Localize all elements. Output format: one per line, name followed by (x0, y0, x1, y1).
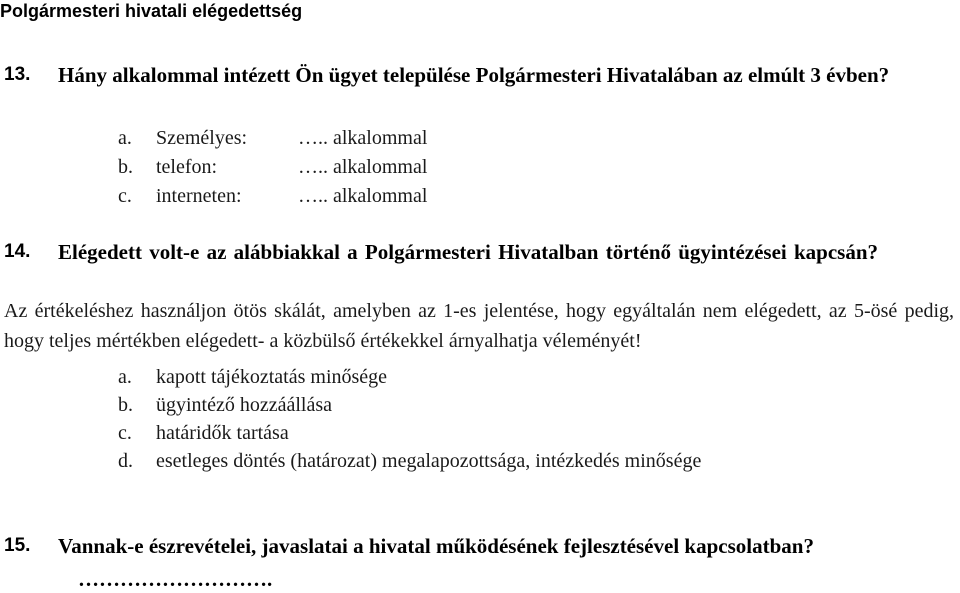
q14-item-c-letter: c. (118, 422, 132, 444)
question-13-text: Hány alkalommal intézett Ön ügyet települése Polgármesteri Hivatalában az elmúlt 3 évben? (58, 63, 890, 87)
q14-item-b-text: ügyintéző hozzáállása (156, 394, 333, 416)
question-15-number: 15. (4, 535, 31, 556)
q14-item-a-text: kapott tájékoztatás minősége (156, 366, 388, 388)
q14-item-d-letter: d. (118, 450, 133, 472)
q13-option-b-value: ….. alkalommal (298, 156, 428, 178)
q14-item-b-letter: b. (118, 394, 133, 416)
q13-option-a-label: Személyes: (156, 127, 248, 149)
question-14-instruction: Az értékeléshez használjon ötös skálát, amelyben az 1-es jelentése, hogy egyáltalán nem elégedett, az 5-ösé pedig, hogy teljes mértékben elégedett- a közbülső értékekkel árnyalhatja véleményét! (4, 300, 954, 352)
q14-item-a-letter: a. (118, 366, 132, 388)
question-15-text: Vannak-e észrevételei, javaslatai a hivatal működésének fejlesztésével kapcsolatban? (58, 534, 814, 558)
question-14-text: Elégedett volt-e az alábbiakkal a Polgármesteri Hivatalban történő ügyintézései kapcsán? (58, 240, 879, 264)
q14-item-d-text: esetleges döntés (határozat) megalapozottsága, intézkedés minősége (156, 450, 702, 472)
question-13-number: 13. (4, 64, 31, 85)
q13-option-c-label: interneten: (156, 185, 242, 207)
q13-option-a-value: ….. alkalommal (298, 127, 428, 149)
q13-option-c-letter: c. (118, 185, 132, 207)
q13-option-a-letter: a. (118, 127, 132, 149)
q14-item-c-text: határidők tartása (156, 422, 289, 444)
q13-option-c-value: ….. alkalommal (298, 185, 428, 207)
question-14-number: 14. (4, 241, 31, 262)
document-title: Polgármesteri hivatali elégedettség (0, 1, 303, 21)
question-15-answer-field[interactable]: ………………………. (78, 567, 273, 591)
q13-option-b-label: telefon: (156, 156, 218, 178)
q13-option-b-letter: b. (118, 156, 133, 178)
